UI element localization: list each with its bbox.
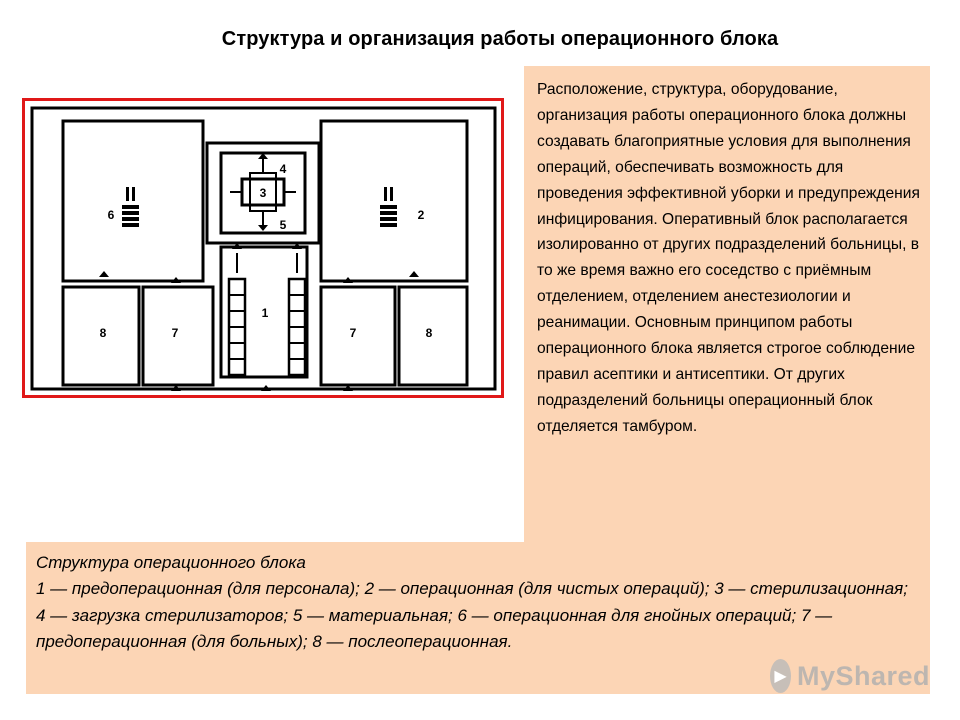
- label-5: 5: [279, 218, 287, 232]
- label-8-left: 8: [99, 326, 107, 340]
- watermark-logo-icon: ▶: [770, 659, 791, 693]
- floor-plan-frame: [22, 98, 504, 398]
- description-text: Расположение, структура, оборудование, организация работы операционного блока должны создавать благоприятные условия для выполнения операций, обеспечивать возможность для проведения эффективной уборки и предупреждения инфицирования. Оперативный блок располагается изолированно от других подразделений больницы, в то же время важно его соседство с приёмным отделением, отделением анестезиологии и реанимации. Основным принципом работы операционного блока является строгое соблюдение правил асептики и антисептики. От других подразделений больницы операционный блок отделяется тамбуром.: [537, 81, 920, 435]
- room-8-right: [399, 287, 467, 385]
- label-4: 4: [279, 162, 287, 176]
- label-2: 2: [417, 208, 425, 222]
- label-3: 3: [259, 186, 267, 200]
- label-1: 1: [261, 306, 269, 320]
- watermark: [770, 656, 930, 696]
- label-7-right: 7: [349, 326, 357, 340]
- label-8-right: 8: [425, 326, 433, 340]
- description-panel: [524, 66, 930, 566]
- label-6: 6: [107, 208, 115, 222]
- room-7-right: [321, 287, 395, 385]
- room-2: [321, 121, 467, 281]
- watermark-text: MyShared: [796, 660, 930, 691]
- floor-plan-diagram: [25, 101, 501, 395]
- legend-text: 1 — предоперационная (для персонала); 2 — операционная (для чистых операций); 3 — стерилизационная; 4 — загрузка стерилизаторов; 5 — материальная; 6 — операционная для гнойных операций; 7 — предоперационная (для больных); 8 — послеоперационная.: [36, 579, 908, 652]
- label-7-left: 7: [171, 326, 179, 340]
- page-title: Структура и организация работы операционного блока: [221, 28, 779, 50]
- legend-title: Структура операционного блока: [36, 553, 306, 572]
